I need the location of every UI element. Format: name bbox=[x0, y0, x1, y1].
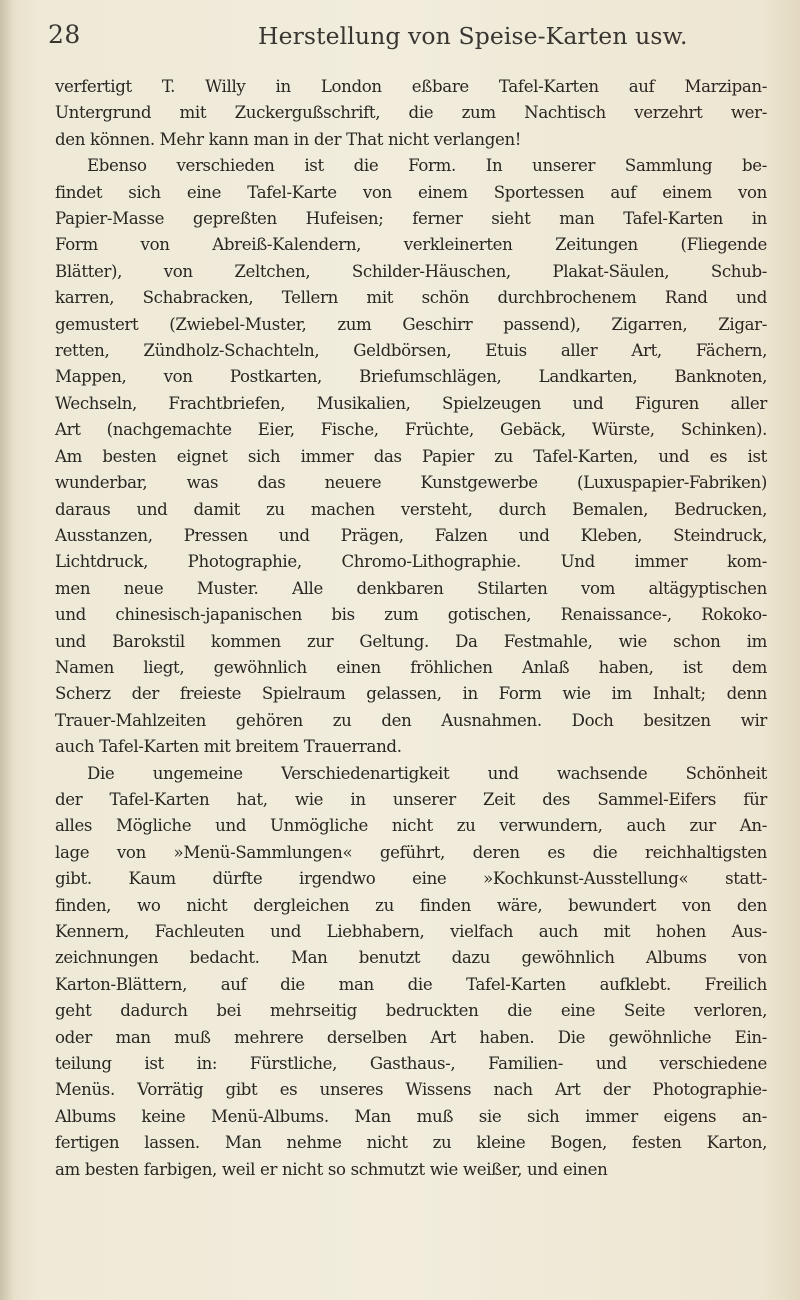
text-line: lage von »Menü-Sammlungen« geführt, deren es die reichhaltigsten bbox=[55, 842, 767, 862]
text-line: verfertigt T. Willy in London eßbare Tafel-Karten auf Marzipan- bbox=[55, 77, 767, 96]
text-line: Die ungemeine Verschiedenartigkeit und wachsende Schönheit bbox=[87, 763, 767, 783]
text-line: finden, wo nicht dergleichen zu finden wäre, bewundert von den bbox=[55, 895, 767, 915]
text-line: fertigen lassen. Man nehme nicht zu kleine Bogen, festen Karton, bbox=[55, 1133, 767, 1153]
text-line: und Barokstil kommen zur Geltung. Da Festmahle, wie schon im bbox=[55, 631, 767, 651]
page-header bbox=[0, 20, 800, 60]
paragraph bbox=[55, 761, 767, 1184]
text-line: Mappen, von Postkarten, Briefumschlägen, Landkarten, Banknoten, bbox=[55, 367, 767, 387]
text-line: am besten farbigen, weil er nicht so schmutzt wie weißer, und einen bbox=[55, 1159, 608, 1179]
text-line: alles Mögliche und Unmögliche nicht zu verwundern, auch zur An- bbox=[55, 816, 767, 836]
text-line: Ebenso verschieden ist die Form. In unserer Sammlung be- bbox=[87, 156, 767, 176]
page-number: 28 bbox=[48, 20, 81, 49]
text-line: daraus und damit zu machen versteht, durch Bemalen, Bedrucken, bbox=[55, 499, 767, 519]
body-text bbox=[55, 74, 767, 1183]
text-line: Form von Abreiß-Kalendern, verkleinerten Zeitungen (Fliegende bbox=[55, 235, 767, 255]
text-line: den können. Mehr kann man in der That nicht verlangen! bbox=[55, 129, 522, 149]
running-title: Herstellung von Speise-Karten usw. bbox=[258, 22, 688, 50]
text-line: geht dadurch bei mehrseitig bedruckten die eine Seite verloren, bbox=[55, 1001, 767, 1021]
text-line: Am besten eignet sich immer das Papier zu Tafel-Karten, und es ist bbox=[55, 446, 767, 466]
text-line: Trauer-Mahlzeiten gehören zu den Ausnahmen. Doch besitzen wir bbox=[55, 710, 767, 730]
text-line: karren, Schabracken, Tellern mit schön durchbrochenem Rand und bbox=[55, 288, 767, 308]
text-line: Blätter), von Zeltchen, Schilder-Häuschen, Plakat-Säulen, Schub- bbox=[55, 261, 767, 281]
text-line: teilung ist in: Fürstliche, Gasthaus-, Familien- und verschiedene bbox=[55, 1054, 767, 1074]
text-line: Namen liegt, gewöhnlich einen fröhlichen Anlaß haben, ist dem bbox=[55, 657, 767, 677]
text-line: und chinesisch-japanischen bis zum gotischen, Renaissance-, Rokoko- bbox=[55, 605, 767, 625]
text-line: findet sich eine Tafel-Karte von einem Sportessen auf einem von bbox=[55, 182, 767, 202]
text-line: der Tafel-Karten hat, wie in unserer Zeit des Sammel-Eifers für bbox=[55, 789, 767, 809]
text-line: Albums keine Menü-Albums. Man muß sie sich immer eigens an- bbox=[55, 1106, 767, 1126]
text-line: Ausstanzen, Pressen und Prägen, Falzen und Kleben, Steindruck, bbox=[55, 525, 767, 545]
text-line: oder man muß mehrere derselben Art haben. Die gewöhnliche Ein- bbox=[55, 1027, 767, 1047]
text-line: Kennern, Fachleuten und Liebhabern, vielfach auch mit hohen Aus- bbox=[55, 922, 767, 941]
text-line: Art (nachgemachte Eier, Fische, Früchte, Gebäck, Würste, Schinken). bbox=[55, 420, 767, 440]
page-edge-shadow bbox=[0, 0, 14, 1300]
text-line: gemustert (Zwiebel-Muster, zum Geschirr passend), Zigarren, Zigar- bbox=[55, 314, 767, 334]
text-line: Untergrund mit Zuckergußschrift, die zum Nachtisch verzehrt wer- bbox=[55, 103, 767, 123]
text-line: Menüs. Vorrätig gibt es unseres Wissens nach Art der Photographie- bbox=[55, 1080, 767, 1100]
text-line: Wechseln, Frachtbriefen, Musikalien, Spielzeugen und Figuren aller bbox=[55, 393, 767, 413]
text-line: zeichnungen bedacht. Man benutzt dazu gewöhnlich Albums von bbox=[55, 948, 767, 968]
text-line: gibt. Kaum dürfte irgendwo eine »Kochkunst-Ausstellung« statt- bbox=[55, 869, 767, 889]
text-line: Scherz der freieste Spielraum gelassen, in Form wie im Inhalt; denn bbox=[55, 684, 767, 704]
paragraph bbox=[55, 74, 767, 153]
text-line: retten, Zündholz-Schachteln, Geldbörsen, Etuis aller Art, Fächern, bbox=[55, 341, 767, 361]
paragraph bbox=[55, 153, 767, 760]
text-line: Lichtdruck, Photographie, Chromo-Lithographie. Und immer kom- bbox=[55, 552, 767, 572]
text-line: wunderbar, was das neuere Kunstgewerbe (Luxuspapier-Fabriken) bbox=[55, 473, 767, 493]
text-line: auch Tafel-Karten mit breitem Trauerrand. bbox=[55, 737, 402, 757]
text-line: men neue Muster. Alle denkbaren Stilarten vom altägyptischen bbox=[55, 578, 767, 598]
text-line: Papier-Masse gepreßten Hufeisen; ferner sieht man Tafel-Karten in bbox=[55, 209, 767, 229]
text-line: Karton-Blättern, auf die man die Tafel-Karten aufklebt. Freilich bbox=[55, 974, 767, 994]
